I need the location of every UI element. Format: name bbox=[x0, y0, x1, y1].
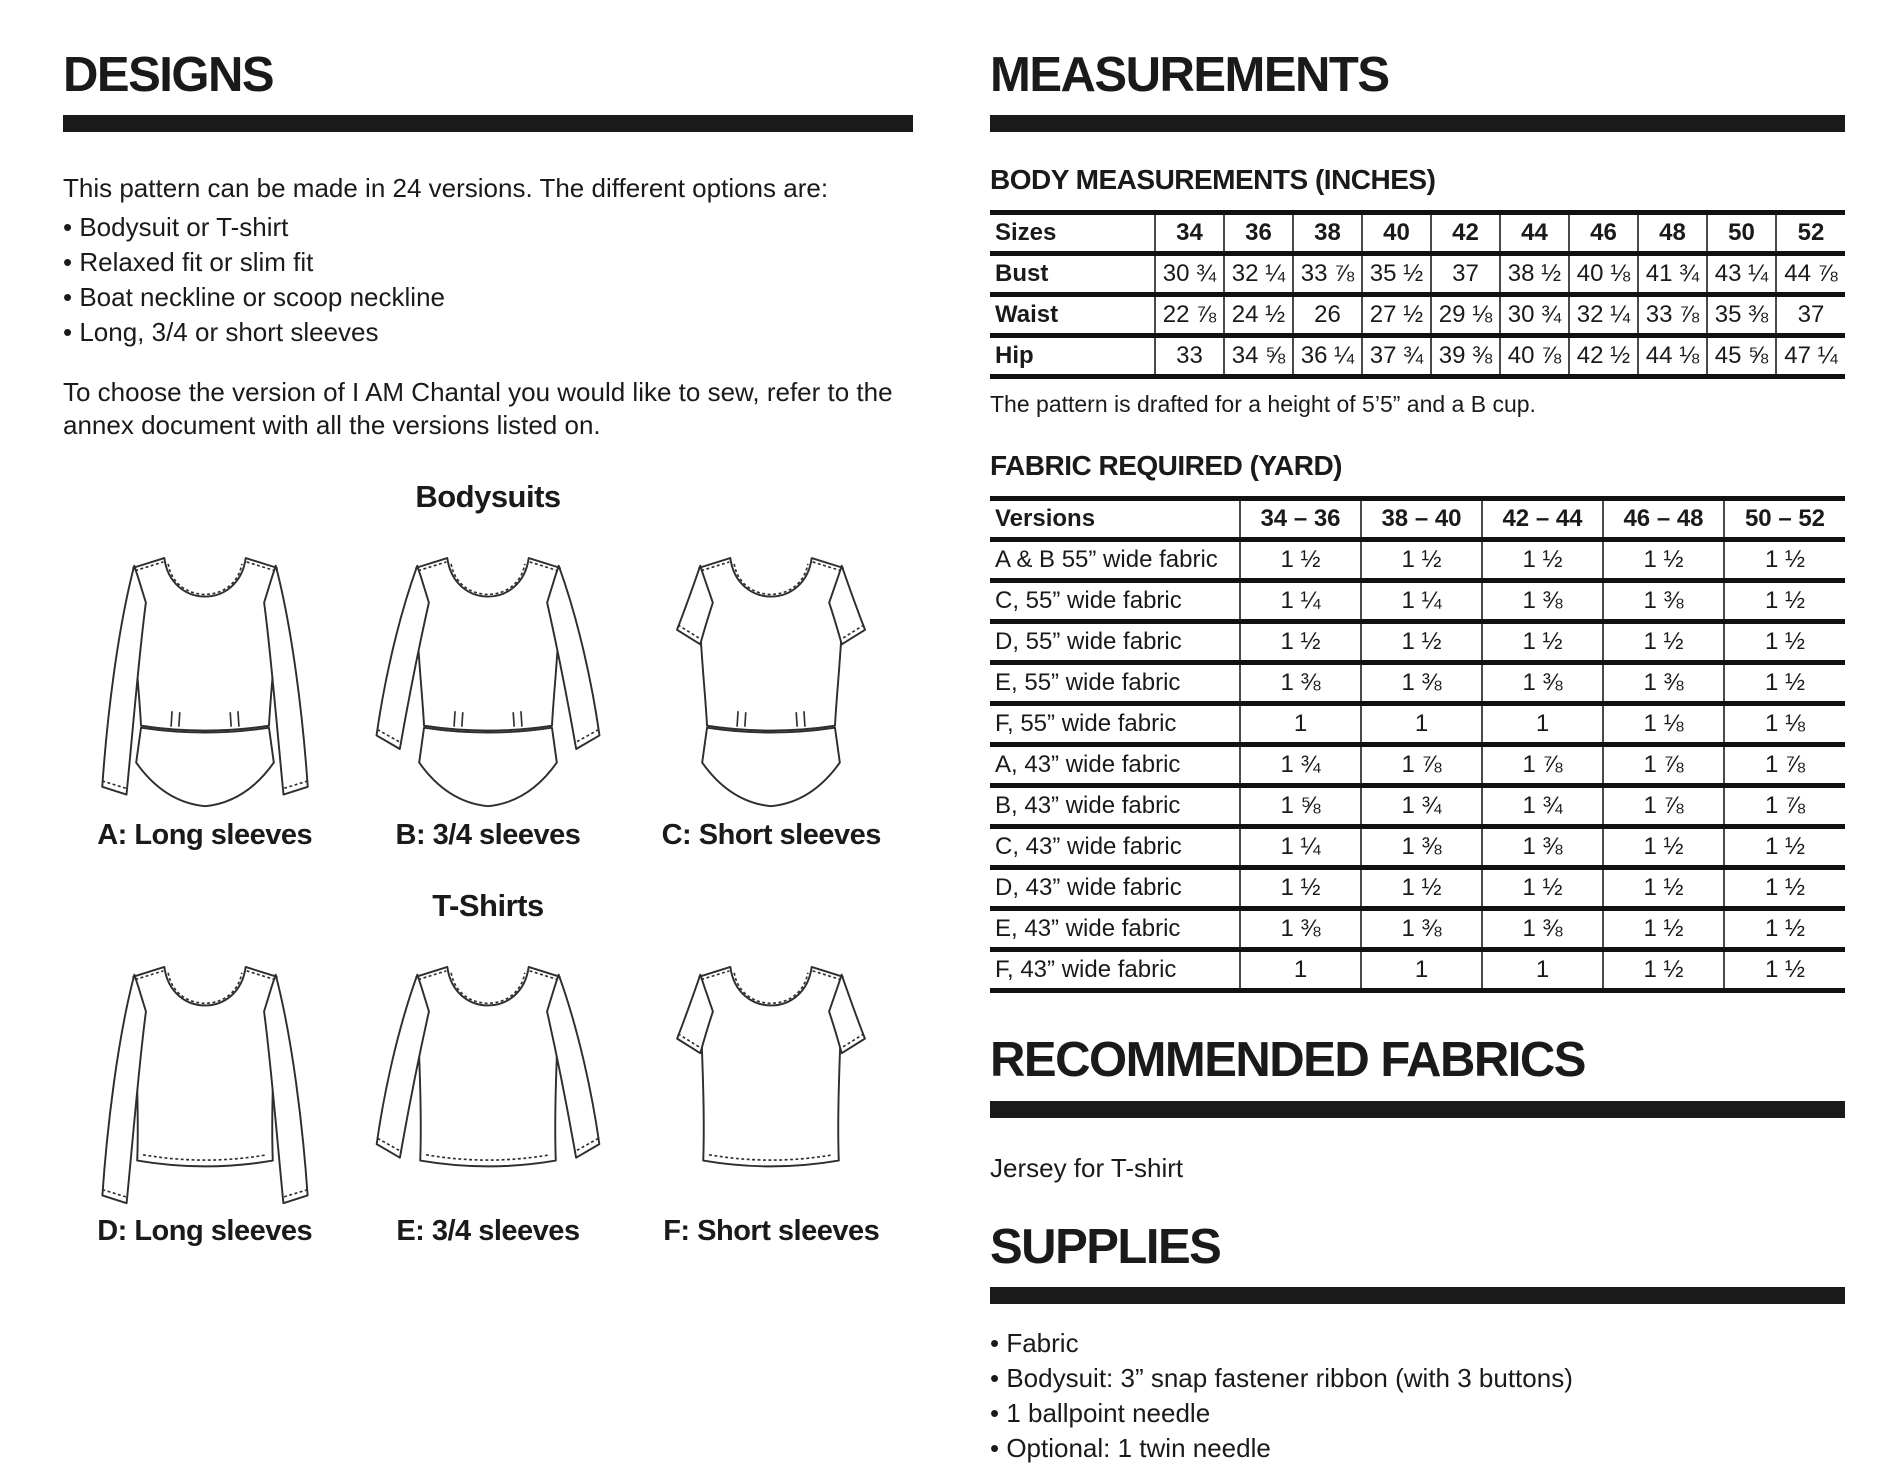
table-cell: 1 ½ bbox=[1724, 540, 1845, 581]
table-cell: 34 ⅝ bbox=[1224, 336, 1293, 377]
table-cell: 22 ⅞ bbox=[1155, 295, 1224, 336]
column-header: 50 – 52 bbox=[1724, 499, 1845, 540]
table-cell: 32 ¼ bbox=[1224, 254, 1293, 295]
garment-label-d: D: Long sleeves bbox=[97, 1215, 313, 1248]
table-cell: 1 ½ bbox=[1603, 540, 1724, 581]
table-cell: 1 ⅜ bbox=[1361, 827, 1482, 868]
table-cell: 1 ½ bbox=[1603, 622, 1724, 663]
column-header: 46 – 48 bbox=[1603, 499, 1724, 540]
table-cell: 1 ½ bbox=[1724, 622, 1845, 663]
table-row bbox=[990, 540, 1845, 581]
table-cell: 36 ¼ bbox=[1293, 336, 1362, 377]
table-cell: 37 bbox=[1776, 295, 1845, 336]
designs-title-rule bbox=[63, 115, 913, 132]
table-cell: 1 ⅞ bbox=[1361, 745, 1482, 786]
table-cell: 33 bbox=[1155, 336, 1224, 377]
table-cell: 30 ¾ bbox=[1155, 254, 1224, 295]
table-cell: 1 bbox=[1240, 950, 1361, 991]
table-cell: 1 ¼ bbox=[1361, 581, 1482, 622]
garment-cell-c bbox=[630, 527, 913, 852]
table-cell: Bust bbox=[995, 260, 1049, 288]
table-cell: 1 ½ bbox=[1240, 622, 1361, 663]
table-cell: A, 43” wide fabric bbox=[995, 751, 1181, 779]
designs-note: To choose the version of I AM Chantal you would like to sew, refer to the annex document with all the versions listed on. bbox=[63, 376, 893, 441]
table-cell: 1 ¾ bbox=[1240, 745, 1361, 786]
table-cell: 1 bbox=[1482, 704, 1603, 745]
table-cell: 35 ½ bbox=[1362, 254, 1431, 295]
table-cell: 1 ½ bbox=[1603, 950, 1724, 991]
table-cell: 1 ⅜ bbox=[1361, 663, 1482, 704]
table-cell: 42 ½ bbox=[1569, 336, 1638, 377]
table-cell: 1 ½ bbox=[1361, 868, 1482, 909]
table-cell: 1 ½ bbox=[1240, 868, 1361, 909]
table-row bbox=[990, 827, 1845, 868]
garment-label-b: B: 3/4 sleeves bbox=[395, 819, 581, 852]
tshirt-short-sleeves-illustration bbox=[645, 936, 897, 1209]
table-cell: 1 ¾ bbox=[1482, 786, 1603, 827]
table-cell: 1 ⅜ bbox=[1603, 663, 1724, 704]
table-cell: 33 ⅞ bbox=[1638, 295, 1707, 336]
garment-cell-e bbox=[346, 936, 629, 1248]
table-cell: 38 ½ bbox=[1500, 254, 1569, 295]
table-cell: 1 ½ bbox=[1603, 827, 1724, 868]
table-cell: 47 ¼ bbox=[1776, 336, 1845, 377]
garment-label-c: C: Short sleeves bbox=[661, 819, 881, 852]
column-header: 46 bbox=[1569, 213, 1638, 254]
column-header: 34 – 36 bbox=[1240, 499, 1361, 540]
table-cell: 1 ½ bbox=[1603, 868, 1724, 909]
column-header: 40 bbox=[1362, 213, 1431, 254]
table-cell: 1 ⅞ bbox=[1482, 745, 1603, 786]
table-cell: 45 ⅝ bbox=[1707, 336, 1776, 377]
table-cell: 41 ¾ bbox=[1638, 254, 1707, 295]
table-cell: 40 ⅛ bbox=[1569, 254, 1638, 295]
table-cell: B, 43” wide fabric bbox=[995, 792, 1181, 820]
garment-label-e: E: 3/4 sleeves bbox=[396, 1215, 580, 1248]
table-cell: 1 ½ bbox=[1482, 540, 1603, 581]
table-cell: 1 ½ bbox=[1724, 909, 1845, 950]
column-header: 50 bbox=[1707, 213, 1776, 254]
recommended-fabrics-title: RECOMMENDED FABRICS bbox=[990, 1033, 1585, 1088]
table-cell: 1 ⅜ bbox=[1240, 909, 1361, 950]
table-row bbox=[990, 745, 1845, 786]
table-cell: 1 ⅜ bbox=[1482, 581, 1603, 622]
table-cell: 1 ½ bbox=[1724, 950, 1845, 991]
table-cell: 1 ½ bbox=[1724, 581, 1845, 622]
table-cell: 37 bbox=[1431, 254, 1500, 295]
list-item: • 1 ballpoint needle bbox=[990, 1396, 1845, 1431]
bodysuit-long-sleeves-illustration bbox=[79, 527, 331, 813]
table-cell: 1 ⅜ bbox=[1603, 581, 1724, 622]
table-cell: 44 ⅞ bbox=[1776, 254, 1845, 295]
table-cell: 1 ⅛ bbox=[1724, 704, 1845, 745]
bodysuit-short-sleeves-illustration bbox=[645, 527, 897, 813]
column-header: 42 – 44 bbox=[1482, 499, 1603, 540]
table-cell: 1 ⅜ bbox=[1482, 827, 1603, 868]
designs-section bbox=[63, 50, 913, 1248]
measurements-title: MEASUREMENTS bbox=[990, 48, 1389, 102]
table-cell: D, 55” wide fabric bbox=[995, 628, 1182, 656]
table-cell: 24 ½ bbox=[1224, 295, 1293, 336]
table-cell: 1 ⅝ bbox=[1240, 786, 1361, 827]
table-cell: 1 ⅞ bbox=[1724, 786, 1845, 827]
table-cell: 1 ⅜ bbox=[1482, 909, 1603, 950]
table-row bbox=[990, 950, 1845, 991]
garment-label-a: A: Long sleeves bbox=[97, 819, 313, 852]
table-cell: 1 ¾ bbox=[1361, 786, 1482, 827]
table-cell: 1 bbox=[1361, 704, 1482, 745]
fabric-required-table bbox=[990, 496, 1845, 993]
table-cell: C, 55” wide fabric bbox=[995, 587, 1182, 615]
table-cell: 1 ⅛ bbox=[1603, 704, 1724, 745]
tshirt-three-quarter-sleeves-illustration bbox=[362, 936, 614, 1209]
table-header-row bbox=[990, 499, 1845, 540]
designs-intro: This pattern can be made in 24 versions. The different options are: bbox=[63, 173, 829, 204]
table-cell: 35 ⅜ bbox=[1707, 295, 1776, 336]
fabric-required-rows bbox=[990, 540, 1845, 991]
table-cell: 1 ½ bbox=[1724, 827, 1845, 868]
list-item: • Long, 3/4 or short sleeves bbox=[63, 315, 913, 350]
table-row bbox=[990, 254, 1845, 295]
table-cell: E, 43” wide fabric bbox=[995, 915, 1181, 943]
table-cell: 1 ½ bbox=[1724, 663, 1845, 704]
table-cell: 37 ¾ bbox=[1362, 336, 1431, 377]
table-cell: C, 43” wide fabric bbox=[995, 833, 1182, 861]
table-cell: 43 ¼ bbox=[1707, 254, 1776, 295]
table-cell: 1 ⅞ bbox=[1724, 745, 1845, 786]
table-cell: 1 ½ bbox=[1361, 622, 1482, 663]
supplies-list bbox=[990, 1326, 1845, 1465]
recommended-fabrics-rule bbox=[990, 1101, 1845, 1118]
supplies-title: SUPPLIES bbox=[990, 1219, 1221, 1274]
table-cell: 1 ⅜ bbox=[1361, 909, 1482, 950]
table-row bbox=[990, 295, 1845, 336]
list-item: • Relaxed fit or slim fit bbox=[63, 245, 913, 280]
table-row bbox=[990, 704, 1845, 745]
table-cell: 1 ½ bbox=[1724, 868, 1845, 909]
table-cell: 1 ½ bbox=[1361, 540, 1482, 581]
body-measurements-heading: BODY MEASUREMENTS (INCHES) bbox=[990, 164, 1436, 196]
list-item: • Bodysuit: 3” snap fastener ribbon (with 3 buttons) bbox=[990, 1361, 1845, 1396]
column-header: 48 bbox=[1638, 213, 1707, 254]
list-item: • Boat neckline or scoop neckline bbox=[63, 280, 913, 315]
table-cell: 40 ⅞ bbox=[1500, 336, 1569, 377]
list-item: • Optional: 1 twin needle bbox=[990, 1431, 1845, 1465]
table-row bbox=[990, 336, 1845, 377]
table-cell: 39 ⅜ bbox=[1431, 336, 1500, 377]
table-cell: 1 bbox=[1361, 950, 1482, 991]
column-header: 38 – 40 bbox=[1361, 499, 1482, 540]
table-cell: 1 ⅜ bbox=[1240, 663, 1361, 704]
garment-cell-a bbox=[63, 527, 346, 852]
table-row bbox=[990, 868, 1845, 909]
table-header-row bbox=[990, 213, 1845, 254]
designs-title: DESIGNS bbox=[63, 48, 274, 102]
table-cell: 1 ⅞ bbox=[1603, 786, 1724, 827]
column-header: Sizes bbox=[995, 219, 1057, 247]
measurements-title-rule bbox=[990, 115, 1845, 132]
table-cell: 29 ⅛ bbox=[1431, 295, 1500, 336]
table-row bbox=[990, 663, 1845, 704]
table-cell: 1 ½ bbox=[1482, 868, 1603, 909]
table-cell: 26 bbox=[1293, 295, 1362, 336]
table-cell: 1 bbox=[1240, 704, 1361, 745]
tshirt-long-sleeves-illustration bbox=[79, 936, 331, 1209]
column-header: 36 bbox=[1224, 213, 1293, 254]
tshirts-group-heading: T-Shirts bbox=[432, 888, 544, 924]
table-cell: 32 ¼ bbox=[1569, 295, 1638, 336]
table-cell: 33 ⅞ bbox=[1293, 254, 1362, 295]
table-cell: 1 ⅜ bbox=[1482, 663, 1603, 704]
table-cell: 1 ⅞ bbox=[1603, 745, 1724, 786]
table-cell: Hip bbox=[995, 342, 1034, 370]
fabric-required-heading: FABRIC REQUIRED (YARD) bbox=[990, 450, 1342, 482]
bodysuits-grid bbox=[63, 527, 913, 852]
column-header: 42 bbox=[1431, 213, 1500, 254]
table-cell: A & B 55” wide fabric bbox=[995, 546, 1218, 574]
table-cell: 27 ½ bbox=[1362, 295, 1431, 336]
garment-label-f: F: Short sleeves bbox=[663, 1215, 880, 1248]
table-cell: 1 ½ bbox=[1603, 909, 1724, 950]
garment-cell-d bbox=[63, 936, 346, 1248]
table-cell: 1 bbox=[1482, 950, 1603, 991]
body-measurements-note: The pattern is drafted for a height of 5’5” and a B cup. bbox=[990, 391, 1536, 418]
column-header: 38 bbox=[1293, 213, 1362, 254]
table-row bbox=[990, 909, 1845, 950]
measurements-section bbox=[990, 50, 1845, 1465]
list-item: • Bodysuit or T-shirt bbox=[63, 210, 913, 245]
column-header: 44 bbox=[1500, 213, 1569, 254]
tshirts-grid bbox=[63, 936, 913, 1248]
body-measurements-table bbox=[990, 210, 1845, 379]
table-cell: 1 ¼ bbox=[1240, 581, 1361, 622]
design-options-list bbox=[63, 210, 913, 349]
bodysuit-three-quarter-sleeves-illustration bbox=[362, 527, 614, 813]
column-header: 34 bbox=[1155, 213, 1224, 254]
list-item: • Fabric bbox=[990, 1326, 1845, 1361]
table-cell: 1 ½ bbox=[1482, 622, 1603, 663]
supplies-rule bbox=[990, 1287, 1845, 1304]
table-cell: 1 ½ bbox=[1240, 540, 1361, 581]
garment-cell-b bbox=[346, 527, 629, 852]
table-cell: 30 ¾ bbox=[1500, 295, 1569, 336]
column-header: 52 bbox=[1776, 213, 1845, 254]
recommended-fabrics-text: Jersey for T-shirt bbox=[990, 1152, 1184, 1183]
table-row bbox=[990, 581, 1845, 622]
table-cell: F, 55” wide fabric bbox=[995, 710, 1177, 738]
table-cell: D, 43” wide fabric bbox=[995, 874, 1182, 902]
table-row bbox=[990, 786, 1845, 827]
table-cell: 1 ¼ bbox=[1240, 827, 1361, 868]
table-cell: Waist bbox=[995, 301, 1059, 329]
table-cell: E, 55” wide fabric bbox=[995, 669, 1181, 697]
column-header: Versions bbox=[995, 505, 1096, 533]
table-row bbox=[990, 622, 1845, 663]
table-cell: 44 ⅛ bbox=[1638, 336, 1707, 377]
garment-cell-f bbox=[630, 936, 913, 1248]
bodysuits-group-heading: Bodysuits bbox=[415, 479, 561, 515]
table-cell: F, 43” wide fabric bbox=[995, 956, 1177, 984]
body-measurements-rows bbox=[990, 254, 1845, 377]
